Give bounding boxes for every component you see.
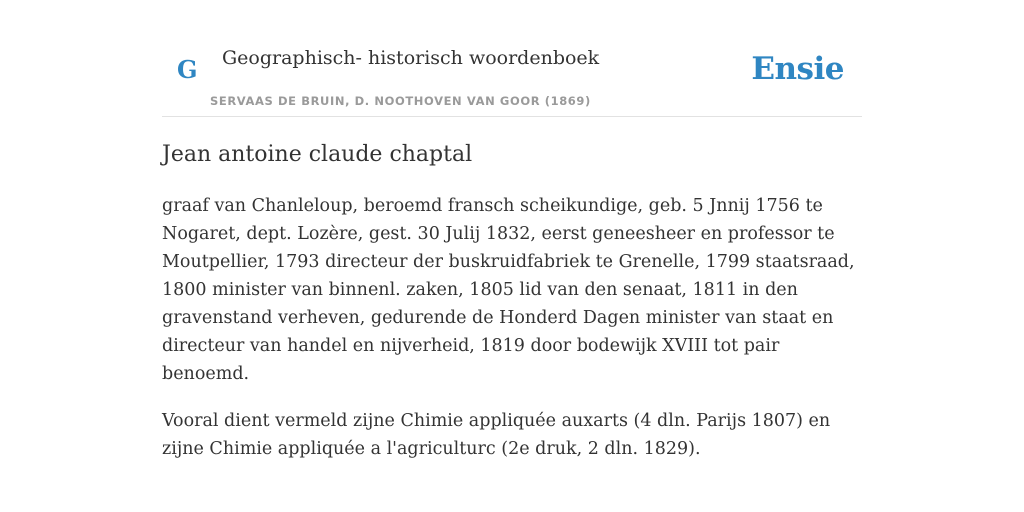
page-header	[162, 0, 862, 117]
book-author: SERVAAS DE BRUIN, D. NOOTHOVEN VAN GOOR (1869)	[210, 94, 591, 108]
book-logo-icon[interactable]: G	[177, 55, 198, 84]
entry-paragraph: graaf van Chanleloup, beroemd fransch scheikundige, geb. 5 Jnnij 1756 te Nogaret, dept. Lozère, gest. 30 Julij 1832, eerst geneesheer en professor te Moutpellier, 1793 directeur der buskruidfabriek te Grenelle, 1799 staatsraad, 1800 minister van binnenl. zaken, 1805 lid van den senaat, 1811 in den gravenstand verheven, gedurende de Honderd Dagen minister van staat en directeur van handel en nijverheid, 1819 door bodewijk XVIII tot pair benoemd.	[162, 196, 855, 384]
entry-body	[162, 192, 868, 482]
entry-paragraph: Vooral dient vermeld zijne Chimie appliquée auxarts (4 dln. Parijs 1807) en zijne Chimie appliquée a l'agriculturc (2e druk, 2 dln. 1829).	[162, 411, 831, 459]
ensie-logo[interactable]: Ensie	[751, 51, 844, 87]
book-title-link[interactable]: Geographisch- historisch woordenboek	[222, 47, 600, 69]
entry-title: Jean antoine claude chaptal	[162, 142, 473, 167]
